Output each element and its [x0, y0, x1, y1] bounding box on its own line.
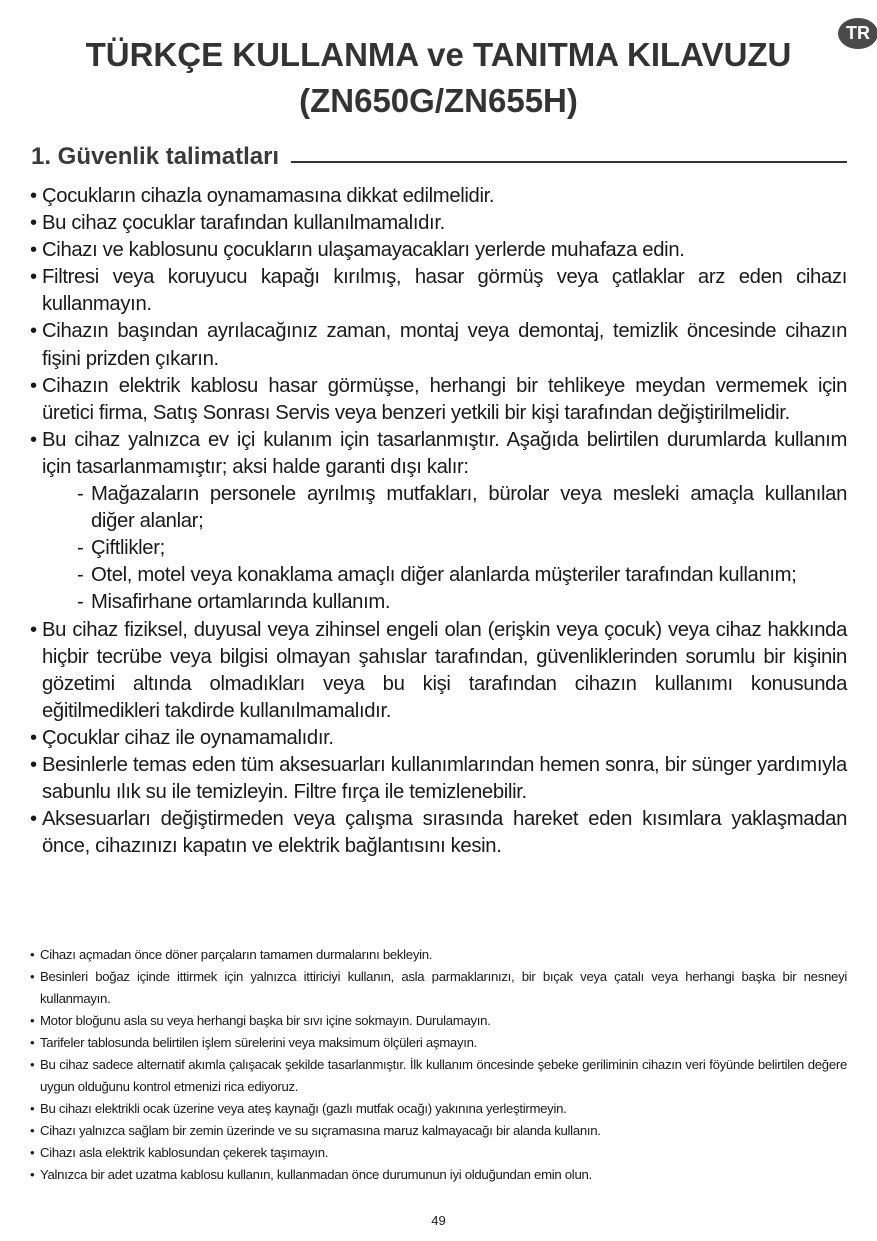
section-header — [31, 143, 847, 171]
list-item — [30, 1032, 847, 1054]
bullet-icon: • — [30, 753, 37, 776]
language-badge: TR — [838, 18, 877, 49]
document-title: TÜRKÇE KULLANMA ve TANITMA KILAVUZU — [85, 36, 792, 73]
list-item — [30, 944, 847, 966]
bullet-icon: • — [30, 1145, 35, 1160]
list-item — [30, 1120, 847, 1142]
bullet-icon: • — [30, 212, 37, 235]
section-title: 1. Güvenlik talimatları — [31, 143, 280, 170]
item-text: Cihazın başından ayrılacağınız zaman, montaj veya demontaj, temizlik öncesinde cihazın fişini prizden çıkarın. — [42, 320, 847, 370]
list-item — [30, 237, 847, 264]
list-item — [30, 264, 847, 318]
item-text: Filtresi veya koruyucu kapağı kırılmış, hasar görmüş veya çatlaklar arz eden cihazı kullanmayın. — [42, 266, 847, 316]
list-item — [30, 318, 847, 372]
list-item — [30, 1142, 847, 1164]
sub-list-item — [30, 535, 847, 562]
list-item — [30, 617, 847, 725]
bullet-icon: • — [30, 726, 37, 749]
item-text: Cihazı asla elektrik kablosundan çekerek taşımayın. — [40, 1145, 329, 1160]
list-item — [30, 183, 847, 210]
bullet-icon: • — [30, 239, 37, 262]
page-number: 49 — [431, 1213, 446, 1228]
safety-list — [30, 183, 847, 860]
item-text: Çocuklar cihaz ile oynamamalıdır. — [42, 726, 334, 749]
bullet-icon: • — [30, 618, 37, 641]
item-text: Çocukların cihazla oynamamasına dikkat edilmelidir. — [42, 185, 495, 207]
item-text: Motor bloğunu asla su veya herhangi başka bir sıvı içine sokmayın. Durulamayın. — [40, 1013, 491, 1028]
bullet-icon: • — [30, 808, 37, 831]
bullet-icon: • — [30, 1035, 35, 1050]
bullet-icon: • — [30, 1123, 35, 1138]
dash-marker: - — [77, 591, 84, 614]
list-item — [30, 427, 847, 481]
list-item — [30, 1164, 847, 1186]
bullet-icon: • — [30, 969, 35, 984]
list-item — [30, 752, 847, 806]
dash-marker: - — [77, 483, 84, 506]
item-text: Otel, motel veya konaklama amaçlı diğer alanlarda müşteriler tarafından kullanım; — [91, 564, 797, 587]
item-text: Bu cihazı elektrikli ocak üzerine veya ateş kaynağı (gazlı mutfak ocağı) yakınına yerleştirmeyin. — [40, 1101, 567, 1116]
bullet-icon: • — [30, 947, 35, 962]
list-item — [30, 210, 847, 237]
item-text: Aksesuarları değiştirmeden veya çalışma sırasında hareket eden kısımlara yaklaşmadan önce, cihazınızı kapatın ve elektrik bağlantısını kesin. — [42, 808, 847, 858]
item-text: Cihazı açmadan önce döner parçaların tamamen durmalarını bekleyin. — [40, 947, 433, 962]
item-text: Bu cihaz fiziksel, duyusal veya zihinsel engeli olan (erişkin veya çocuk) veya cihaz hakkında hiçbir tecrübe veya bilgisi olmayan şahıslar tarafından, güvenliklerinden sorumlu bir kişinin gözetimi altında olmadıkları veya bu kişi tarafından cihazın kullanımı konusunda eğitilmedikleri takdirde kullanılmamalıdır. — [42, 618, 847, 722]
model-number: (ZN650G/ZN655H) — [299, 82, 578, 119]
item-text: Misafirhane ortamlarında kullanım. — [91, 591, 391, 614]
item-text: Besinlerle temas eden tüm aksesuarları kullanımlarından hemen sonra, bir sünger yardımıyla sabunlu ılık su ile temizleyin. Filtre fırça ile temizlenebilir. — [42, 753, 847, 804]
bullet-icon: • — [30, 185, 37, 207]
safety-list-small — [30, 944, 847, 1186]
item-text: Cihazın elektrik kablosu hasar görmüşse, herhangi bir tehlikeye meydan vermemek için üretici firma, Satış Sonrası Servis veya benzeri yetkili bir kişi tarafından değiştirilmelidir. — [42, 374, 847, 424]
item-text: Cihazı ve kablosunu çocukların ulaşamayacakları yerlerde muhafaza edin. — [42, 239, 685, 262]
bullet-icon: • — [30, 374, 37, 397]
item-text: Bu cihaz sadece alternatif akımla çalışacak şekilde tasarlanmıştır. İlk kullanım öncesinde şebeke geriliminin cihazın veri föyünde belirtilen değere uygun olduğunu kontrol etmenizi rica ediyoruz. — [40, 1057, 847, 1094]
item-text: Tarifeler tablosunda belirtilen işlem sürelerini veya maksimum ölçüleri aşmayın. — [40, 1035, 478, 1050]
list-item — [30, 725, 847, 752]
bullet-icon: • — [30, 1167, 35, 1182]
bullet-icon: • — [30, 320, 37, 343]
dash-marker: - — [77, 564, 84, 587]
list-item — [30, 373, 847, 427]
item-text: Mağazaların personele ayrılmış mutfakları, bürolar veya mesleki amaçla kullanılan diğer alanlar; — [91, 483, 847, 533]
bullet-icon: • — [30, 1013, 35, 1028]
sub-list-item — [30, 562, 847, 589]
bullet-icon: • — [30, 428, 37, 451]
bullet-icon: • — [30, 1057, 35, 1072]
item-text: Bu cihaz çocuklar tarafından kullanılmamalıdır. — [42, 212, 445, 235]
list-item — [30, 1054, 847, 1098]
sub-list-item — [30, 589, 847, 616]
list-item — [30, 966, 847, 1010]
item-text: Besinleri boğaz içinde ittirmek için yalnızca ittiriciyi kullanın, asla parmaklarınızı, bir bıçak veya çatalı veya herhangi başka bir nesneyi kullanmayın. — [40, 969, 847, 1006]
list-item — [30, 806, 847, 860]
list-item — [30, 1010, 847, 1032]
item-text: Çiftlikler; — [91, 537, 165, 560]
item-text: Cihazı yalnızca sağlam bir zemin üzerinde ve su sıçramasına maruz kalmayacağı bir alanda kullanın. — [40, 1123, 601, 1138]
bullet-icon: • — [30, 1101, 35, 1116]
item-text: Bu cihaz yalnızca ev içi kulanım için tasarlanmıştır. Aşağıda belirtilen durumlarda kullanım için tasarlanmamıştır; aksi halde garanti dışı kalır: — [42, 428, 847, 478]
dash-marker: - — [77, 537, 84, 560]
list-item — [30, 1098, 847, 1120]
sub-list-item — [30, 481, 847, 535]
bullet-icon: • — [30, 266, 37, 289]
item-text: Yalnızca bir adet uzatma kablosu kullanın, kullanmadan önce durumunun iyi olduğundan emin olun. — [40, 1167, 592, 1182]
section-divider — [291, 161, 847, 163]
